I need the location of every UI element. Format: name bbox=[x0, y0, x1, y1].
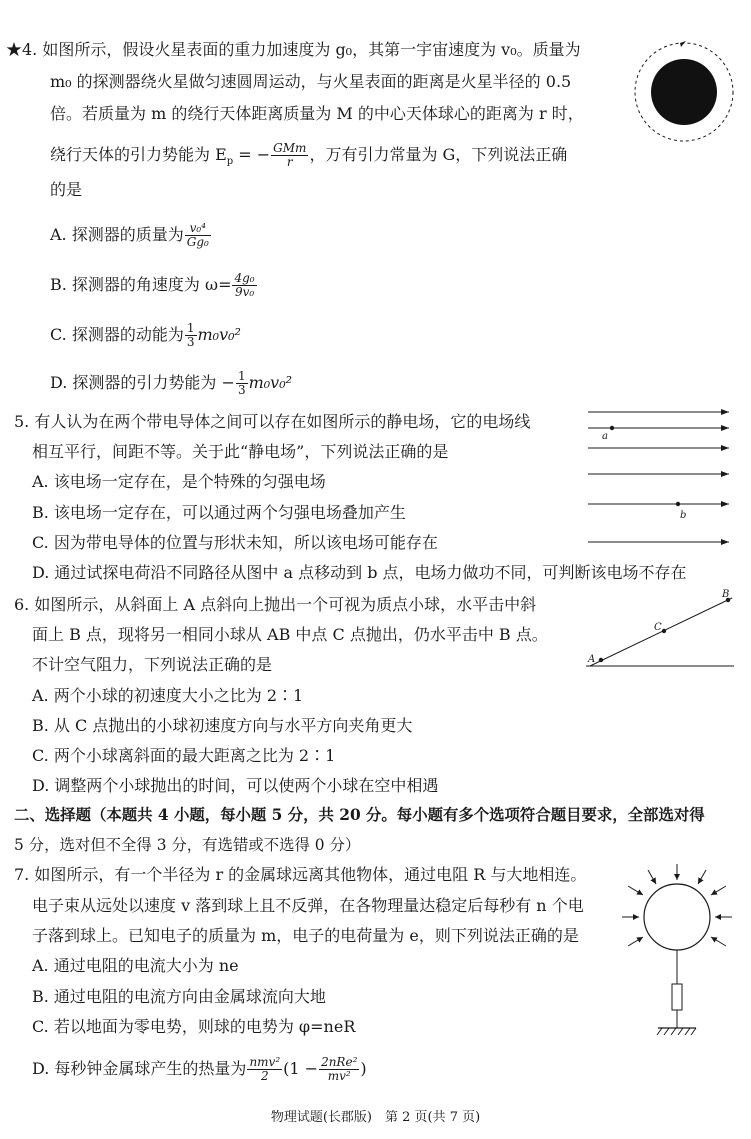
q4-line-3: 倍。若质量为 m 的绕行天体距离质量为 M 的中心天体球心的距离为 r 时， bbox=[50, 104, 584, 123]
q6-option-a: A. 两个小球的初速度大小之比为 2∶1 bbox=[32, 686, 304, 705]
q4-option-c-post: m₀v₀² bbox=[197, 325, 241, 344]
q5-option-b: B. 该电场一定存在，可以通过两个匀强电场叠加产生 bbox=[32, 503, 406, 522]
point-C bbox=[662, 629, 666, 633]
mars-planet bbox=[651, 59, 717, 125]
q4-option-a bbox=[50, 222, 212, 249]
label-C: C bbox=[654, 622, 662, 633]
resistor-R bbox=[672, 984, 682, 1010]
point-b bbox=[676, 502, 680, 506]
section-2-heading: 二、选择题（本题共 4 小题，每小题 5 分，共 20 分。每小题有多个选项符合题目要求，全部选对得 bbox=[14, 806, 705, 824]
q4-line-1: ★4. 如图所示，假设火星表面的重力加速度为 g₀，其第一宇宙速度为 v₀。质量为 bbox=[6, 40, 581, 59]
q4-line-4-eq: = − bbox=[233, 145, 271, 164]
point-a bbox=[610, 426, 614, 430]
q7-option-d-text: D. 每秒钟金属球产生的热量为 bbox=[32, 1059, 247, 1078]
electron-beam-arrows bbox=[622, 864, 732, 946]
q5-line-1: 5. 有人认为在两个带电导体之间可以存在如图所示的静电场，它的电场线 bbox=[14, 412, 531, 431]
q4-option-b-den: 9v₀ bbox=[234, 285, 255, 299]
q4-ep-sub: p bbox=[226, 156, 234, 168]
q5-option-c: C. 因为带电导体的位置与形状未知，所以该电场可能存在 bbox=[32, 533, 438, 552]
q7-option-d-frac-1 bbox=[247, 1056, 282, 1083]
incline-figure bbox=[584, 590, 736, 670]
q7-option-a: A. 通过电阻的电流大小为 ne bbox=[32, 956, 239, 975]
mars-orbit-figure bbox=[630, 38, 738, 146]
q4-line-4-pre: 绕行天体的引力势能为 E bbox=[50, 145, 227, 164]
q7-line-1: 7. 如图所示，有一个半径为 r 的金属球远离其他物体，通过电阻 R 与大地相连。 bbox=[14, 865, 587, 884]
q4-option-d bbox=[50, 370, 292, 397]
q4-ep-fraction bbox=[271, 142, 308, 169]
q4-option-c-text: C. 探测器的动能为 bbox=[50, 325, 184, 344]
q4-option-a-num: v₀⁴ bbox=[185, 222, 211, 236]
q7-option-b: B. 通过电阻的电流方向由金属球流向大地 bbox=[32, 987, 326, 1006]
q7-option-d-frac-2 bbox=[319, 1056, 359, 1083]
q6-option-b: B. 从 C 点抛出的小球初速度方向与水平方向夹角更大 bbox=[32, 716, 413, 735]
electron-arrow-top-left bbox=[648, 870, 656, 884]
q4-option-c-fraction bbox=[185, 322, 197, 349]
electron-arrow-lower-left bbox=[628, 937, 643, 946]
q6-line-3: 不计空气阻力，下列说法正确的是 bbox=[32, 655, 273, 674]
q7-option-d-mid: (1 − bbox=[283, 1059, 319, 1078]
q4-line-2: m₀ 的探测器绕火星做匀速圆周运动，与火星表面的距离是火星半径的 0.5 bbox=[50, 72, 572, 91]
q7-option-d-den-2: mv² bbox=[327, 1069, 351, 1083]
q5-line-2: 相互平行，间距不等。关于此“静电场”，下列说法正确的是 bbox=[32, 442, 449, 461]
q4-option-d-num: 1 bbox=[237, 369, 246, 383]
q7-line-2: 电子束从远处以速度 v 落到球上且不反弹，在各物理量达稳定后每秒有 n 个电 bbox=[32, 896, 584, 915]
q7-line-3: 子落到球上。已知电子的质量为 m，电子的电荷量为 e，则下列说法正确的是 bbox=[32, 926, 579, 945]
electron-arrow-upper-right bbox=[711, 886, 726, 895]
q6-line-2: 面上 B 点，现将另一相同小球从 AB 中点 C 点抛出，仍水平击中 B 点。 bbox=[32, 625, 548, 644]
q7-option-c: C. 若以地面为零电势，则球的电势为 φ=neR bbox=[32, 1017, 356, 1036]
q4-option-d-post: m₀v₀² bbox=[248, 373, 293, 392]
q4-option-d-fraction bbox=[236, 370, 248, 397]
label-A: A bbox=[588, 654, 596, 665]
q5-option-d: D. 通过试探电荷沿不同路径从图中 a 点移动到 b 点，电场力做功不同，可判断该电场不存在 bbox=[32, 563, 687, 582]
page-footer: 物理试题(长郡版) 第 2 页(共 7 页) bbox=[270, 1110, 481, 1125]
q7-option-d-num-2: 2nRe² bbox=[321, 1055, 358, 1069]
q7-option-d-den-1: 2 bbox=[260, 1069, 269, 1083]
q4-line-4 bbox=[50, 142, 567, 172]
q5-option-a: A. 该电场一定存在，是个特殊的匀强电场 bbox=[32, 472, 326, 491]
q7-option-d-num-1: nmv² bbox=[249, 1055, 281, 1069]
q4-line-5: 的是 bbox=[50, 180, 83, 199]
q4-option-d-text: D. 探测器的引力势能为 − bbox=[50, 373, 235, 392]
q4-option-b-fraction bbox=[232, 272, 256, 299]
orbit-direction-arrow bbox=[680, 41, 686, 47]
electron-arrow-top-right bbox=[698, 870, 706, 884]
q6-line-1: 6. 如图所示，从斜面上 A 点斜向上抛出一个可视为质点小球，水平击中斜 bbox=[14, 595, 537, 614]
q4-option-d-den: 3 bbox=[237, 383, 246, 397]
q4-option-c-den: 3 bbox=[186, 335, 195, 349]
metal-sphere bbox=[644, 884, 710, 950]
section-2-scoring: 5 分，选对但不全得 3 分，有选错或不选得 0 分） bbox=[14, 836, 361, 854]
ground-hatch bbox=[657, 1028, 696, 1035]
q6-option-d: D. 调整两个小球抛出的时间，可以使两个小球在空中相遇 bbox=[32, 776, 439, 795]
electron-arrow-upper-left bbox=[628, 886, 643, 895]
q6-option-c: C. 两个小球离斜面的最大距离之比为 2∶1 bbox=[32, 746, 336, 765]
q4-option-c-num: 1 bbox=[186, 321, 195, 335]
q4-ep-den: r bbox=[286, 155, 293, 169]
metal-sphere-figure bbox=[618, 860, 736, 1040]
q4-option-b-num: 4g₀ bbox=[234, 271, 255, 285]
electric-field-figure bbox=[584, 404, 734, 554]
q4-option-a-text: A. 探测器的质量为 bbox=[50, 225, 184, 244]
point-b-label: b bbox=[680, 510, 687, 521]
point-a-label: a bbox=[602, 431, 608, 442]
q4-option-b-text: B. 探测器的角速度为 ω= bbox=[50, 275, 232, 294]
label-B: B bbox=[722, 589, 730, 600]
q7-option-d bbox=[32, 1056, 367, 1083]
q4-option-b bbox=[50, 272, 258, 299]
q4-ep-num: GMm bbox=[273, 141, 307, 155]
q7-option-d-post: ) bbox=[360, 1059, 367, 1078]
q4-option-a-den: Gg₀ bbox=[186, 235, 209, 249]
q4-line-4-post: ，万有引力常量为 G，下列说法正确 bbox=[309, 145, 568, 164]
q4-option-a-fraction bbox=[185, 222, 211, 249]
q4-option-c bbox=[50, 322, 241, 349]
point-A bbox=[599, 658, 603, 662]
electron-arrow-lower-right bbox=[711, 937, 726, 946]
